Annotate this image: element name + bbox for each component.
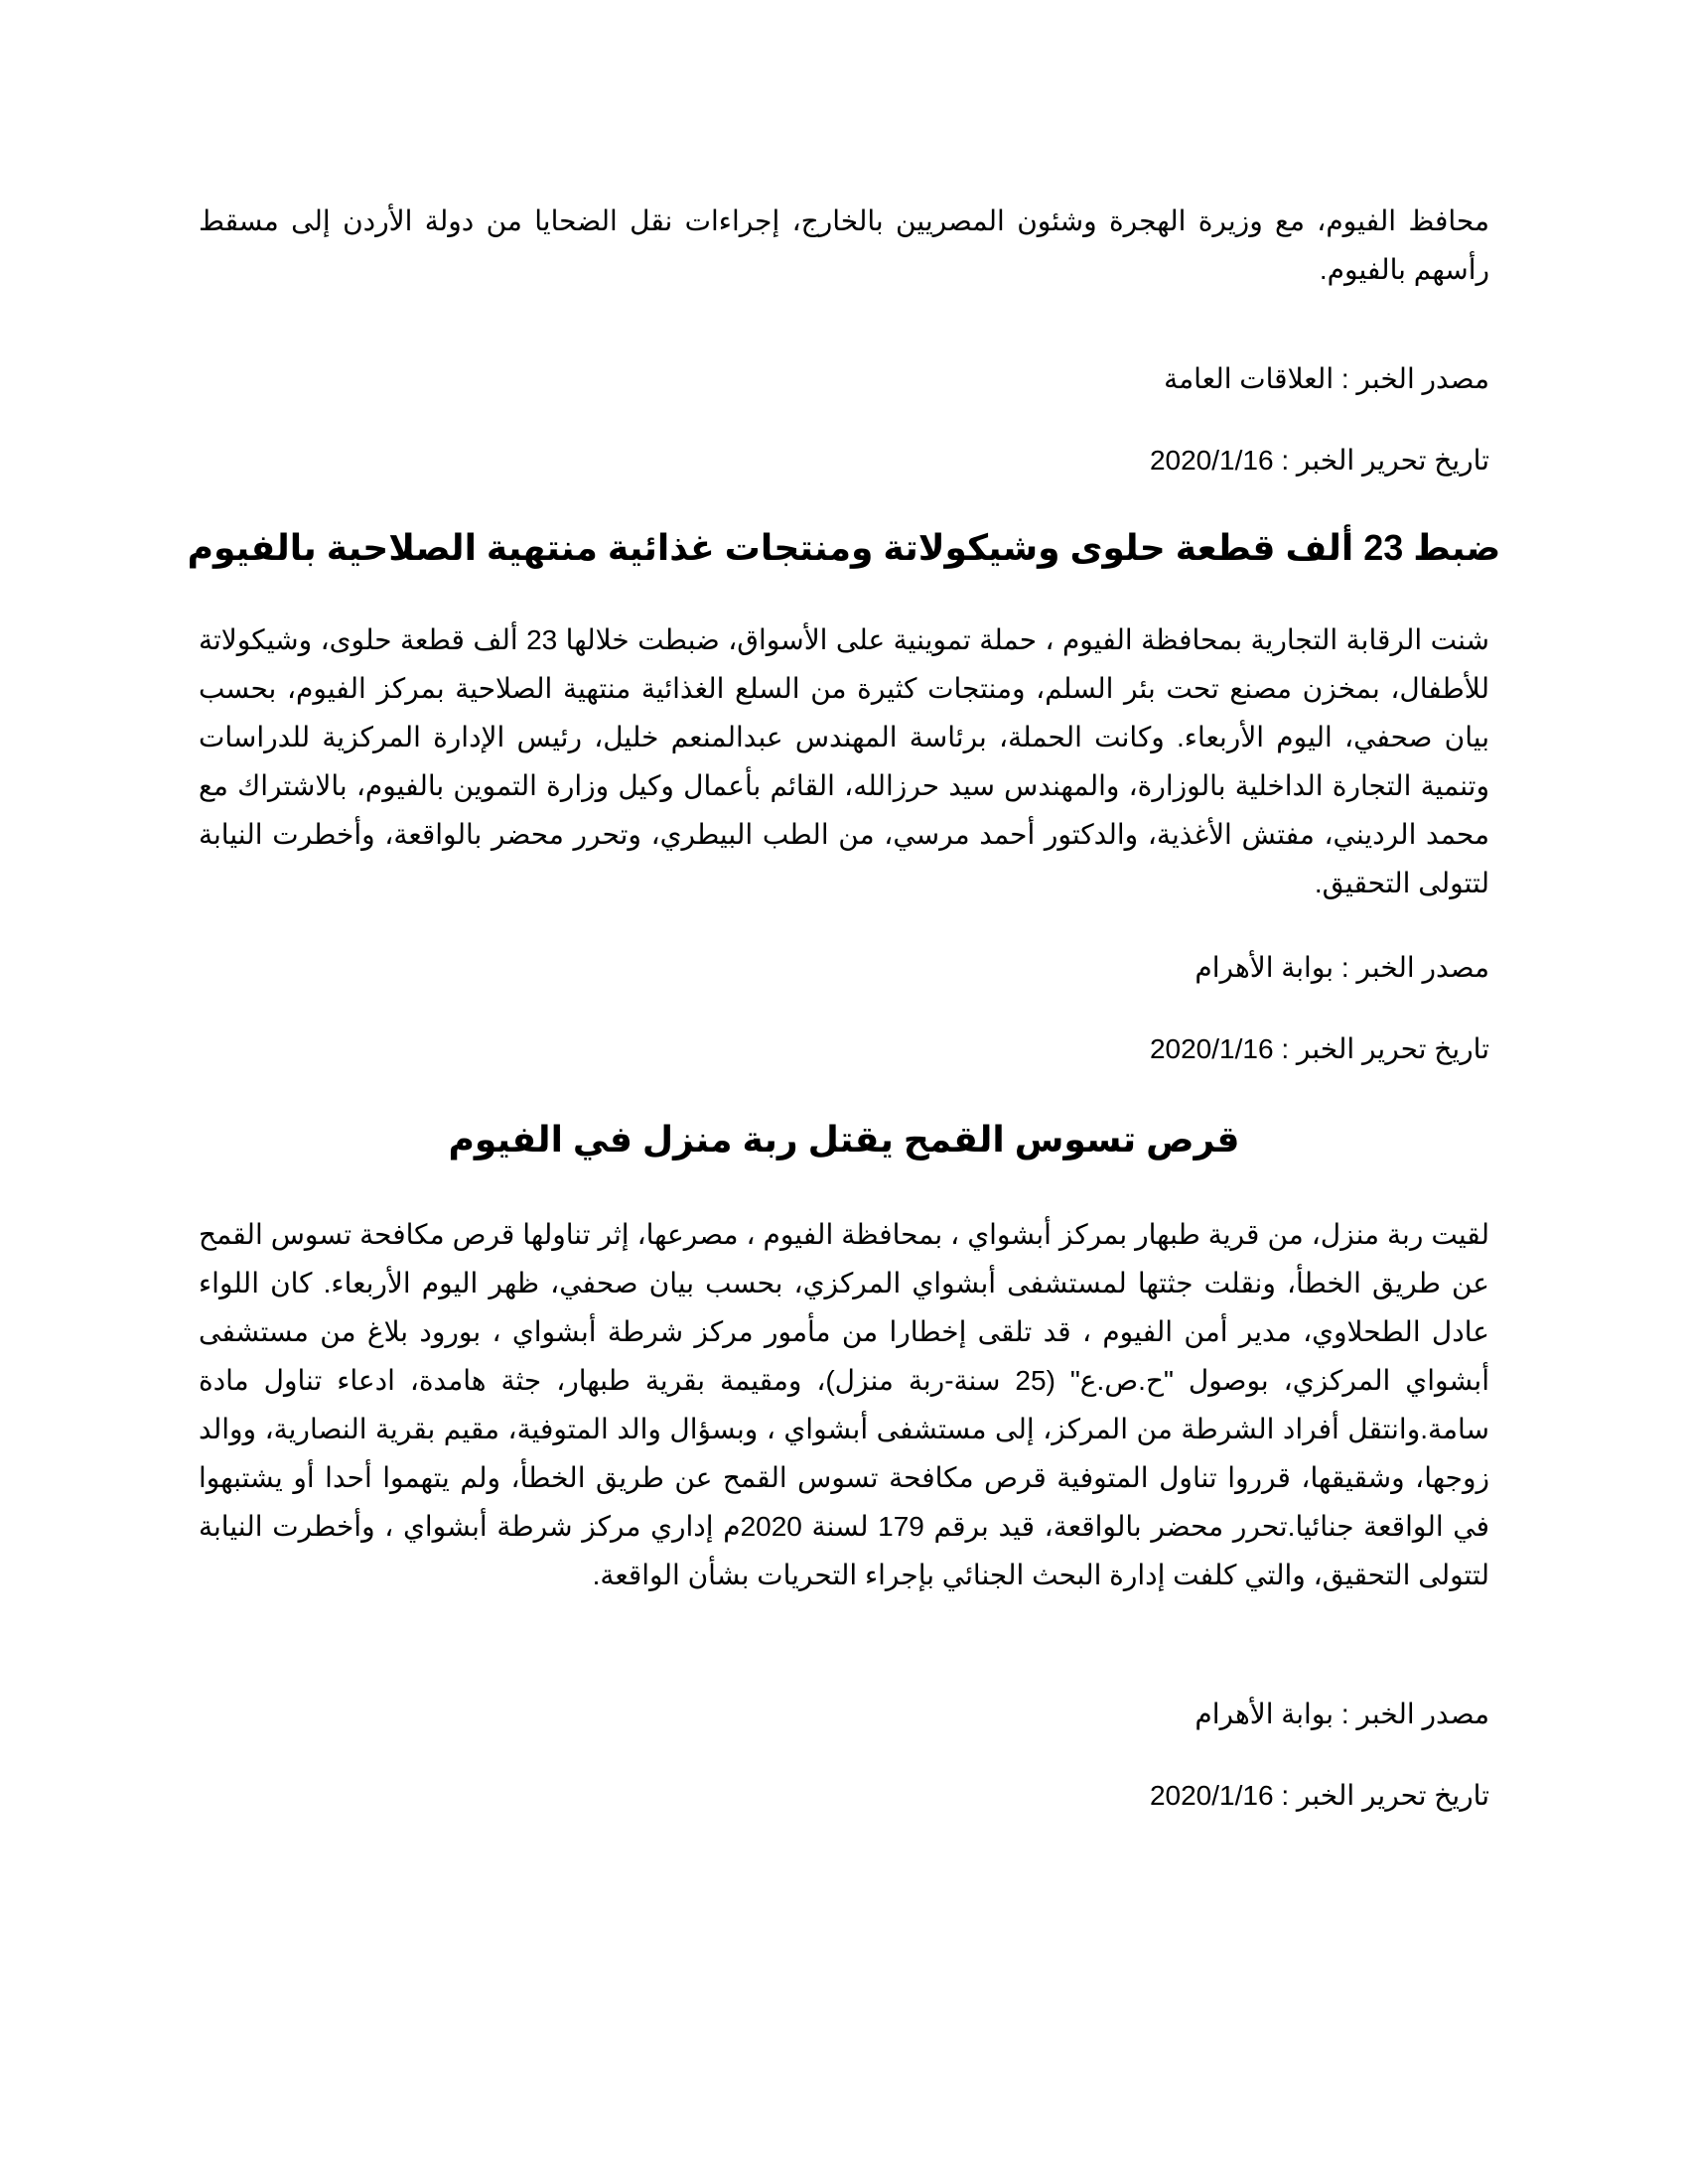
intro-date-label: تاريخ تحرير الخبر : bbox=[1273, 445, 1489, 476]
article-2-date-label: تاريخ تحرير الخبر : bbox=[1273, 1780, 1489, 1811]
article-1-date-value: 2020/1/16 bbox=[1149, 1033, 1274, 1064]
article-1-paragraph: شنت الرقابة التجارية بمحافظة الفيوم ، حملة تموينية على الأسواق، ضبطت خلالها 23 ألف قطعة حلوى، وشيكولاتة للأطفال، بمخزن مصنع تحت بئر السلم، ومنتجات كثيرة من السلع الغذائية منتهية الصلاحية بمركز الفيوم، بحسب بيان صحفي، اليوم الأربعاء. وكانت الحملة، برئاسة المهندس عبدالمنعم خليل، رئيس الإدارة المركزية للدراسات وتنمية التجارة الداخلية بالوزارة، والمهندس سيد حرزالله، القائم بأعمال وكيل وزارة التموين بالفيوم، بالاشتراك مع محمد الرديني، مفتش الأغذية، والدكتور أحمد مرسي، من الطب البيطري، وتحرر محضر بالواقعة، وأخطرت النيابة لتتولى التحقيق. bbox=[199, 624, 1489, 898]
intro-paragraph: محافظ الفيوم، مع وزيرة الهجرة وشئون المصريين بالخارج، إجراءات نقل الضحايا من دولة الأردن إلى مسقط رأسهم بالفيوم. bbox=[199, 205, 1489, 285]
article-1-date-label: تاريخ تحرير الخبر : bbox=[1273, 1033, 1489, 1064]
intro-date bbox=[199, 441, 1489, 480]
intro-date-value: 2020/1/16 bbox=[1149, 445, 1274, 476]
article-1-headline: ضبط 23 ألف قطعة حلوى وشيكولاتة ومنتجات غذائية منتهية الصلاحية بالفيوم bbox=[187, 527, 1501, 568]
article-2-paragraph: لقيت ربة منزل، من قرية طبهار بمركز أبشواي ، بمحافظة الفيوم ، مصرعها، إثر تناولها قرص مكافحة تسوس القمح عن طريق الخطأ، ونقلت جثتها لمستشفى أبشواي المركزي، بحسب بيان صحفي، ظهر اليوم الأربعاء. كان اللواء عادل الطحلاوي، مدير أمن الفيوم ، قد تلقى إخطارا من مأمور مركز شرطة أبشواي ، بورود بلاغ من مستشفى أبشواي المركزي، بوصول "ح.ص.ع" (25 سنة-ربة منزل)، ومقيمة بقرية طبهار، جثة هامدة، ادعاء تناول مادة سامة.وانتقل أفراد الشرطة من المركز، إلى مستشفى أبشواي ، وبسؤال والد المتوفية، مقيم بقرية النصارية، ووالد زوجها، وشقيقها، قرروا تناول المتوفية قرص مكافحة تسوس القمح عن طريق الخطأ، ولم يتهموا أحدا أو يشتبهوا في الواقعة جنائيا.تحرر محضر بالواقعة، قيد برقم 179 لسنة 2020م إداري مركز شرطة أبشواي ، وأخطرت النيابة لتتولى التحقيق، والتي كلفت إدارة البحث الجنائي بإجراء التحريات بشأن الواقعة. bbox=[199, 1219, 1490, 1590]
article-2-date-value: 2020/1/16 bbox=[1149, 1780, 1274, 1811]
article-2-source: مصدر الخبر : بوابة الأهرام bbox=[1195, 1699, 1489, 1729]
article-2-date bbox=[199, 1776, 1489, 1816]
article-1-date bbox=[199, 1029, 1489, 1069]
article-2-headline: قرص تسوس القمح يقتل ربة منزل في الفيوم bbox=[448, 1119, 1240, 1160]
intro-source: مصدر الخبر : العلاقات العامة bbox=[1164, 363, 1489, 394]
article-1-source: مصدر الخبر : بوابة الأهرام bbox=[1195, 952, 1489, 983]
